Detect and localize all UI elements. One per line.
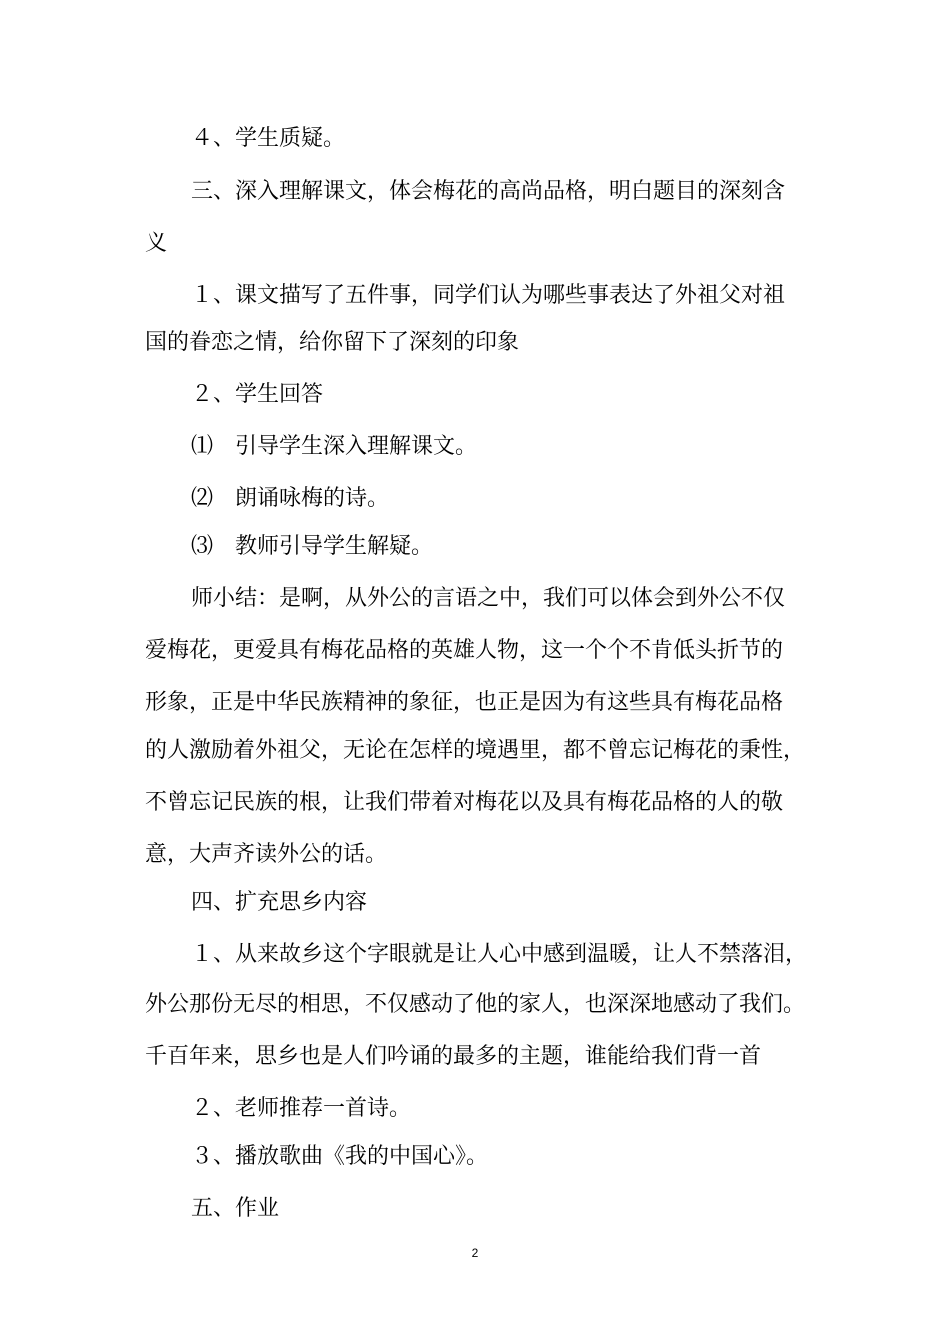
summary-paragraph-line: 形象，正是中华民族精神的象征，也正是因为有这些具有梅花品格: [145, 690, 784, 715]
paragraph-line: １、课文描写了五件事，同学们认为哪些事表达了外祖父对祖: [191, 283, 786, 308]
sub-item-3: ⑶ 教师引导学生解疑。: [191, 534, 434, 559]
summary-paragraph-line: 师小结：是啊，从外公的言语之中，我们可以体会到外公不仅: [191, 586, 786, 611]
list-item-4-question: ４、学生质疑。: [191, 126, 346, 151]
section-heading-4: 四、扩充思乡内容: [191, 890, 368, 915]
page-number: 2: [471, 1246, 479, 1260]
sub-item-2: ⑵ 朗诵咏梅的诗。: [191, 486, 390, 511]
list-item-3-song: ３、播放歌曲《我的中国心》。: [191, 1144, 489, 1169]
sub-item-1: ⑴ 引导学生深入理解课文。: [191, 434, 478, 459]
summary-paragraph-line: 的人激励着外祖父，无论在怎样的境遇里，都不曾忘记梅花的秉性，: [145, 738, 806, 763]
list-item-2-answer: ２、学生回答: [191, 382, 324, 407]
list-item-2-poem: ２、老师推荐一首诗。: [191, 1096, 412, 1121]
summary-paragraph-line: 意，大声齐读外公的话。: [145, 842, 388, 867]
section-heading-3: 三、深入理解课文，体会梅花的高尚品格，明白题目的深刻含: [191, 179, 786, 204]
summary-paragraph-line: 不曾忘记民族的根，让我们带着对梅花以及具有梅花品格的人的敬: [145, 790, 784, 815]
section-heading-5: 五、作业: [191, 1196, 280, 1221]
paragraph-line: 外公那份无尽的相思，不仅感动了他的家人，也深深地感动了我们。: [145, 992, 806, 1017]
section-heading-3-continued: 义: [145, 231, 168, 256]
paragraph-line: １、从来故乡这个字眼就是让人心中感到温暖，让人不禁落泪，: [191, 942, 808, 967]
summary-paragraph-line: 爱梅花，更爱具有梅花品格的英雄人物，这一个个不肯低头折节的: [145, 638, 784, 663]
paragraph-line: 国的眷恋之情，给你留下了深刻的印象: [145, 330, 520, 355]
paragraph-line: 千百年来，思乡也是人们吟诵的最多的主题，谁能给我们背一首: [145, 1044, 762, 1069]
